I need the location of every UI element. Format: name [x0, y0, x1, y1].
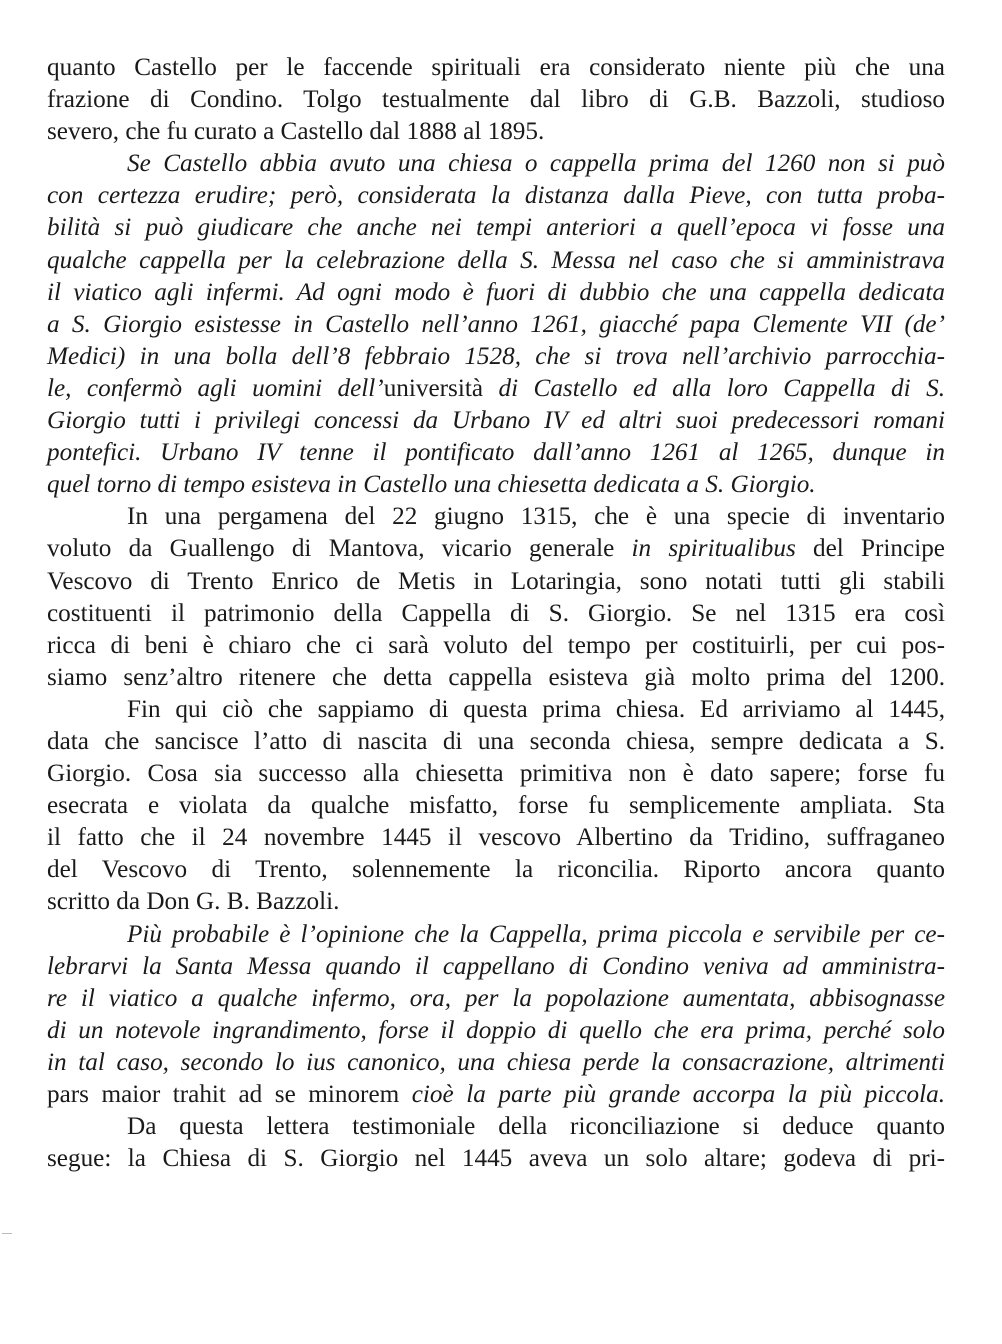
text-line: Da questa lettera testimoniale della riconciliazione si deduce quanto [127, 1113, 945, 1141]
text-line: severo, che fu curato a Castello dal 1888 al 1895. [47, 118, 545, 146]
text-line: lebrarvi la Santa Messa quando il cappellano di Condino veniva ad amministra- [47, 952, 945, 980]
text-line: Giorgio tutti i privilegi concessi da Urbano IV ed altri suoi predecessori romani [47, 407, 945, 435]
text-line: con certezza erudire; però, considerata la distanza dalla Pieve, con tutta proba- [47, 182, 945, 210]
text-run: cioè la parte più grande accorpa la più piccola. [399, 1081, 945, 1108]
text-line: a S. Giorgio esistesse in Castello nell’anno 1261, giacché papa Clemente VII (de’ [47, 310, 945, 338]
text-line: Medici) in una bolla dell’8 febbraio 1528, che si trova nell’archivio parrocchia- [47, 342, 945, 370]
text-line: bilità si può giudicare che anche nei tempi anteriori a quell’epoca vi fosse una [47, 214, 945, 242]
text-run-upright: pars maior trahit ad se minorem [47, 1081, 400, 1108]
paragraph-2-quote [47, 148, 945, 501]
text-line [47, 533, 945, 565]
text-line: in tal caso, secondo lo ius canonico, una chiesa perde la consacrazione, altrimenti [47, 1048, 945, 1076]
text-run-italic: in spiritualibus [631, 535, 796, 563]
text-line: pontefici. Urbano IV tenne il pontificato dall’anno 1261 al 1265, dunque in [47, 439, 945, 467]
text-line: Giorgio. Cosa sia successo alla chiesetta primitiva non è dato sapere; forse fu [47, 760, 945, 788]
text-run: le, confermò agli uomini dell’ [47, 374, 384, 402]
text-line: scritto da Don G. B. Bazzoli. [47, 888, 340, 916]
text-line: Più probabile è l’opinione che la Cappella, prima piccola e servibile per ce- [127, 920, 945, 948]
text-run-upright: università [383, 374, 484, 402]
paragraph-3 [47, 501, 945, 694]
text-line: costituenti il patrimonio della Cappella di S. Giorgio. Se nel 1315 era così [47, 599, 945, 627]
paragraph-6 [47, 1111, 945, 1175]
text-line: frazione di Condino. Tolgo testualmente dal libro di G.B. Bazzoli, studioso [47, 86, 945, 114]
text-line: data che sancisce l’atto di nascita di una seconda chiesa, sempre dedicata a S. [47, 727, 945, 755]
text-line: quanto Castello per le faccende spirituali era considerato niente più che una [47, 54, 945, 81]
text-line: del Vescovo di Trento, solennemente la riconcilia. Riporto ancora quanto [47, 856, 945, 884]
text-line: Vescovo di Trento Enrico de Metis in Lotaringia, sono notati tutti gli stabili [47, 567, 945, 595]
text-line: In una pergamena del 22 giugno 1315, che è una specie di inventario [127, 503, 945, 531]
text-line [47, 1079, 945, 1111]
text-line: di un notevole ingrandimento, forse il doppio di quello che era prima, perché solo [47, 1016, 945, 1044]
text-line: esecrata e violata da qualche misfatto, forse fu semplicemente ampliata. Sta [47, 792, 945, 820]
text-line: re il viatico a qualche infermo, ora, per la popolazione aumentata, abbisognasse [47, 984, 945, 1012]
paragraph-1 [47, 52, 945, 148]
text-line: Fin qui ciò che sappiamo di questa prima chiesa. Ed arriviamo al 1445, [127, 695, 945, 723]
text-line: Se Castello abbia avuto una chiesa o cappella prima del 1260 non si può [127, 150, 945, 178]
body-text [47, 52, 945, 1175]
text-line: il fatto che il 24 novembre 1445 il vescovo Albertino da Tridino, suffraganeo [47, 824, 945, 852]
text-run: voluto da Guallengo di Mantova, vicario generale [47, 535, 632, 563]
text-line: qualche cappella per la celebrazione della S. Messa nel caso che si amministrava [47, 246, 945, 274]
text-line: quel torno di tempo esisteva in Castello una chiesetta dedicata a S. Giorgio. [47, 471, 816, 499]
paragraph-5-quote [47, 919, 945, 1112]
text-run: del Principe [795, 535, 945, 563]
margin-mark [2, 1233, 12, 1234]
text-line: siamo senz’altro ritenere che detta cappella esisteva già molto prima del 1200. [47, 663, 945, 691]
text-line: ricca di beni è chiaro che ci sarà voluto del tempo per costituirli, per cui pos- [47, 631, 945, 659]
text-run: di Castello ed alla loro Cappella di S. [483, 374, 945, 402]
text-line: il viatico agli infermi. Ad ogni modo è fuori di dubbio che una cappella dedicata [47, 278, 945, 306]
paragraph-4 [47, 694, 945, 919]
text-line [47, 373, 945, 405]
text-line: segue: la Chiesa di S. Giorgio nel 1445 aveva un solo altare; godeva di pri- [47, 1145, 945, 1173]
